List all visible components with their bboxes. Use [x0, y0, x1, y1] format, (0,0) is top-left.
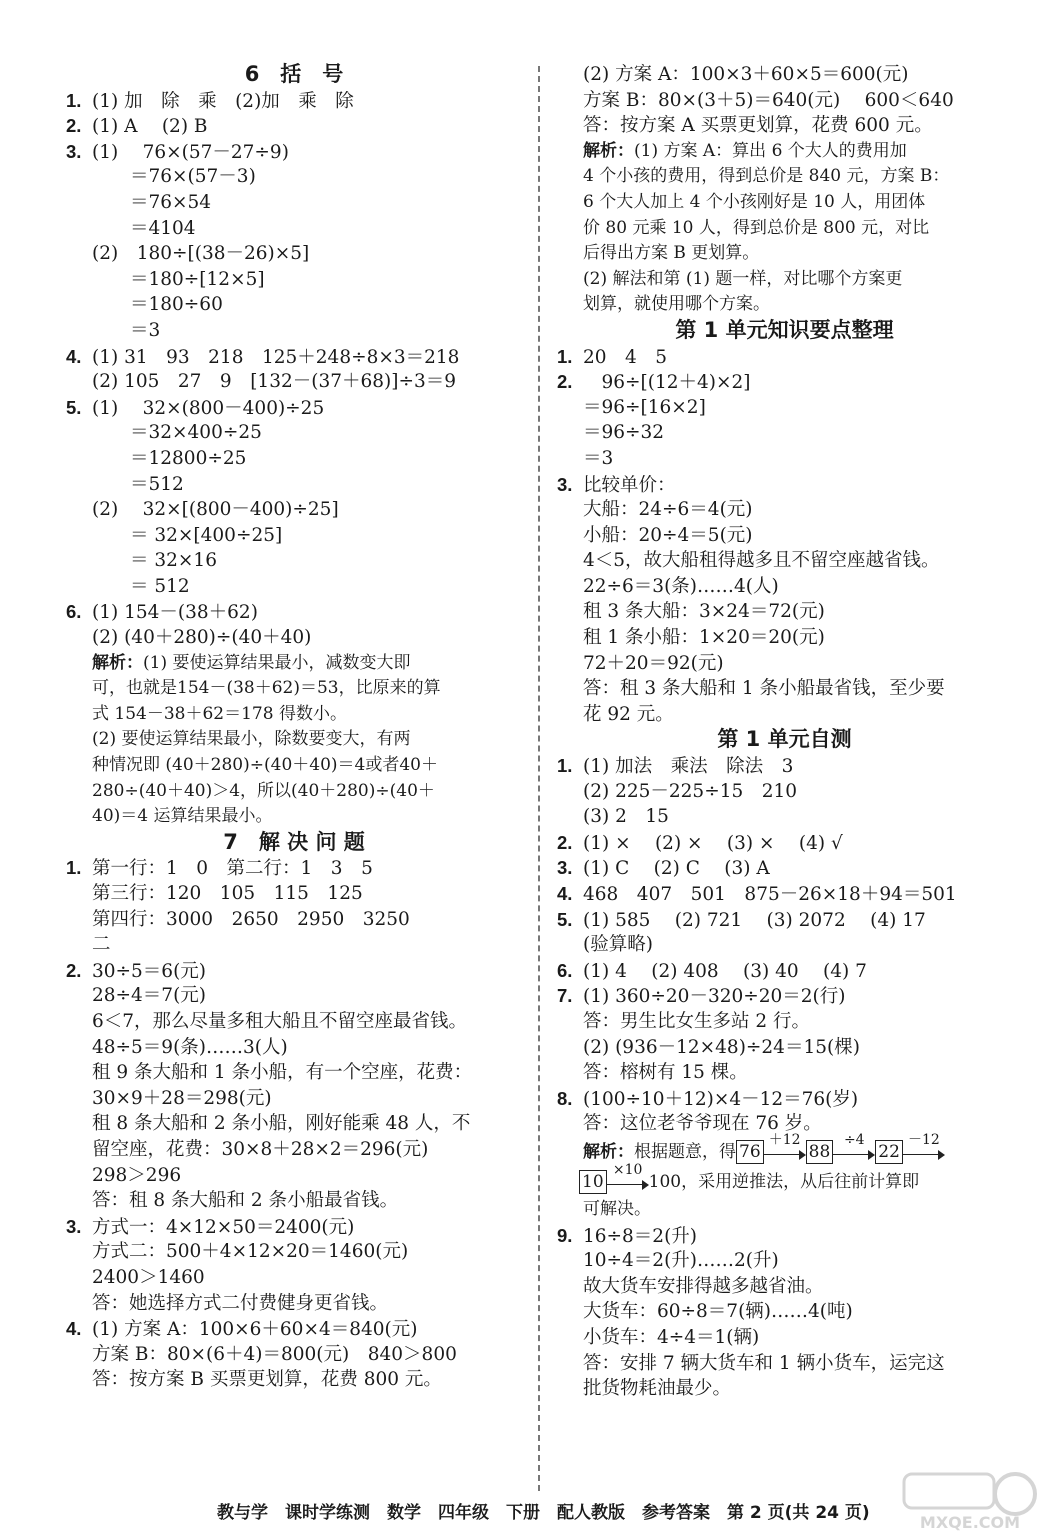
equation-step: ＝512 [130, 473, 184, 495]
question-line [66, 139, 522, 165]
analysis-text: 100，采用逆推法，从后往前计算即 [648, 1171, 920, 1192]
question-number: 1. [66, 857, 82, 879]
question-line [66, 599, 522, 625]
diagram-box: 88 [806, 1140, 834, 1164]
question-number: 3. [557, 473, 573, 495]
analysis-line: 式 154－38＋62＝178 得数小。 [92, 703, 347, 724]
answer-line: 298＞296 [92, 1164, 182, 1186]
analysis-label: 解析： [583, 140, 634, 161]
question-line [557, 830, 1012, 856]
arrow-operation: ÷4 [843, 1132, 865, 1149]
question-line [66, 113, 522, 139]
analysis-line: 种情况即 (40＋280)÷(40＋40)＝4或者40＋ [92, 755, 438, 776]
answer-text: 方式一：4×12×50＝2400(元) [92, 1216, 355, 1238]
answer-line: 租 8 条大船和 2 条小船，刚好能乘 48 人，不 [92, 1113, 471, 1135]
question-line [557, 983, 1012, 1009]
question-line [66, 1214, 522, 1240]
question-number: 6. [557, 959, 573, 981]
question-line [66, 395, 522, 421]
question-number: 2. [66, 959, 82, 981]
question-line [66, 344, 522, 370]
answer-line: 72＋20＝92(元) [583, 652, 724, 674]
svg-text:MXQE.COM: MXQE.COM [919, 1513, 1021, 1532]
answer-line: (2) (936－12×48)÷24＝15(棵) [583, 1036, 860, 1058]
answer-line: 小货车：4÷4＝1(辆) [583, 1326, 760, 1348]
section-heading: 7 解 决 问 题 [223, 829, 365, 854]
answer-line: 租 3 条大船：3×24＝72(元) [583, 601, 825, 623]
answer-line: 30×9＋28＝298(元) [92, 1087, 272, 1109]
answer-line: 花 92 元。 [583, 703, 674, 725]
left-column [66, 62, 522, 1393]
question-number: 3. [66, 140, 82, 162]
equation-step: ＝76×54 [130, 191, 212, 213]
answer-line: ＝96÷[16×2] [583, 396, 706, 418]
answer-line: 答：她选择方式二付费健身更省钱。 [92, 1292, 389, 1314]
answer-text: (1) 32×(800－400)÷25 [92, 397, 325, 419]
equation-step: ＝3 [130, 319, 161, 341]
watermark-logo [900, 1468, 1040, 1534]
question-line [557, 1223, 1012, 1249]
answer-line: 第三行：120 105 115 125 [92, 883, 363, 904]
answer-line: (2) 180÷[(38－26)×5] [92, 243, 310, 265]
section-heading: 第 1 单元知识要点整理 [675, 317, 894, 342]
question-line [557, 1086, 1012, 1112]
question-number: 5. [557, 908, 573, 930]
analysis-text: 根据题意，得 [634, 1141, 736, 1162]
analysis-line: (2) 解法和第 (1) 题一样，对比哪个方案更 [583, 268, 903, 289]
question-number: 7. [557, 985, 573, 1007]
answer-text: (1) 加 除 乘 (2)加 乘 除 [92, 90, 354, 112]
answer-text: (1) C (2) C (3) A [583, 858, 770, 880]
answer-text: (1) 360÷20－320÷20＝2(行) [583, 986, 846, 1008]
answer-line: 10÷4＝2(升)……2(升) [583, 1250, 779, 1272]
answer-text: (1) 585 (2) 721 (3) 2072 (4) 17 [583, 909, 926, 931]
answer-line: (2) 32×[(800－400)÷25] [92, 499, 339, 521]
answer-line: (3) 2 15 [583, 806, 669, 828]
answer-text: (1) A (2) B [92, 116, 208, 138]
footer-text: 教与学 课时学练测 数学 四年级 下册 配人教版 参考答案 第 2 页(共 24 页) [217, 1503, 870, 1523]
answer-line: (2) 方案 A：100×3＋60×5＝600(元) [583, 64, 909, 85]
answer-line: (2) 225－225÷15 210 [583, 780, 798, 802]
answer-line: 留空座，花费：30×8＋28×2＝296(元) [92, 1138, 429, 1160]
analysis-line [66, 651, 522, 677]
reverse-diagram-cont [557, 1162, 1012, 1197]
answer-text: 20 4 5 [583, 346, 668, 368]
section-heading: 6 括 号 [244, 62, 344, 86]
analysis-line: 6 个大人加上 4 个小孩刚好是 10 人，用团体 [583, 191, 926, 212]
answer-line: 答：这位老爷爷现在 76 岁。 [583, 1113, 822, 1135]
analysis-label: 解析： [92, 652, 143, 673]
analysis-line: 40)＝4 运算结果最小。 [92, 806, 273, 827]
question-number: 1. [557, 755, 573, 777]
analysis-line: (2) 要使运算结果最小，除数要变大，有两 [92, 729, 411, 750]
analysis-label: 解析： [583, 1141, 634, 1162]
answer-line: 答：租 8 条大船和 2 条小船最省钱。 [92, 1190, 399, 1212]
question-line [557, 369, 1012, 395]
answer-line: 大船：24÷6＝4(元) [583, 499, 753, 521]
answer-line: 4＜5，故大船租得越多且不留空座越省钱。 [583, 550, 940, 572]
analysis-text: (1) 方案 A：算出 6 个大人的费用加 [634, 140, 907, 161]
answer-text: (1) × (2) × (3) × (4) √ [583, 832, 843, 854]
answer-text: 96÷[(12＋4)×2] [583, 372, 751, 394]
question-line [66, 958, 522, 984]
analysis-line [557, 139, 1012, 165]
question-number: 2. [557, 831, 573, 853]
analysis-text: (1) 要使运算结果最小，减数变大即 [143, 652, 411, 673]
question-number: 4. [66, 1318, 82, 1340]
answer-text: 16÷8＝2(升) [583, 1225, 698, 1247]
analysis-line: 划算，就使用哪个方案。 [583, 294, 770, 315]
answer-line: 租 9 条大船和 1 条小船，有一个空座，花费： [92, 1062, 473, 1084]
question-number: 2. [557, 371, 573, 393]
answer-line: 48÷5＝9(条)……3(人) [92, 1036, 288, 1058]
answer-line: 2400＞1460 [92, 1266, 205, 1288]
question-line [557, 855, 1012, 881]
answer-line: ＝3 [583, 447, 614, 469]
answer-line: 答：男生比女生多站 2 行。 [583, 1010, 811, 1032]
question-number: 9. [557, 1224, 573, 1246]
question-number: 3. [557, 857, 573, 879]
arrow-operation: ＋12 [768, 1132, 801, 1149]
arrow-operation: －12 [908, 1132, 940, 1149]
answer-line: 22÷6＝3(条)……4(人) [583, 575, 779, 597]
answer-line: 方式二：500＋4×12×20＝1460(元) [92, 1241, 409, 1263]
answer-line: 租 1 条小船：1×20＝20(元) [583, 627, 825, 649]
equation-step: ＝76×(57－3) [130, 166, 256, 188]
answer-text: 第一行：1 0 第二行：1 3 5 [92, 858, 373, 880]
answer-text: 468 407 501 875－26×18＋94＝501 [583, 884, 957, 905]
equation-step: ＝ 32×16 [130, 550, 217, 572]
diagram-box: 22 [875, 1140, 903, 1164]
answer-text: (1) 方案 A：100×6＋60×4＝840(元) [92, 1319, 418, 1341]
question-line [66, 1316, 522, 1342]
arrow-icon [764, 1132, 806, 1163]
answer-text: 比较单价： [583, 474, 676, 496]
equation-step: ＝ 512 [130, 575, 190, 597]
page-footer [0, 1494, 1042, 1524]
question-line [557, 753, 1012, 779]
equation-step: ＝ 32×[400÷25] [130, 524, 283, 546]
equation-step: ＝32×400÷25 [130, 422, 262, 444]
question-number: 2. [66, 115, 82, 137]
diagram-box: 76 [736, 1140, 764, 1164]
arrow-icon [607, 1162, 649, 1193]
analysis-line: 280÷(40＋40)＞4，所以(40＋280)÷(40＋ [92, 780, 435, 801]
answer-text: 30÷5＝6(元) [92, 960, 207, 982]
question-number: 1. [66, 89, 82, 111]
answer-line: 二 [92, 934, 111, 956]
diagram-box: 10 [579, 1170, 607, 1194]
answer-line: 答：安排 7 辆大货车和 1 辆小货车，运完这 [583, 1352, 945, 1374]
answer-line: 故大货车安排得越多越省油。 [583, 1275, 824, 1297]
answer-line: (2) (40＋280)÷(40＋40) [92, 627, 312, 649]
question-line [557, 881, 1012, 907]
answer-line: 答：按方案 B 买票更划算，花费 800 元。 [92, 1369, 442, 1391]
analysis-line: 可解决。 [583, 1198, 651, 1219]
answer-line: 批货物耗油最少。 [583, 1378, 732, 1400]
answer-line: 第四行：3000 2650 2950 3250 [92, 908, 410, 930]
question-number: 1. [557, 345, 573, 367]
question-line [557, 958, 1012, 984]
answer-line: 大货车：60÷8＝7(辆)……4(吨) [583, 1301, 853, 1323]
question-line [557, 907, 1012, 933]
answer-line: (验算略) [583, 934, 653, 956]
answer-text: (1) 加法 乘法 除法 3 [583, 756, 794, 778]
answer-text: (1) 154－(38＋62) [92, 602, 258, 624]
equation-step: ＝180÷60 [130, 294, 223, 316]
answer-line: 小船：20÷4＝5(元) [583, 524, 753, 546]
equation-step: ＝12800÷25 [130, 447, 247, 469]
answer-text: (1) 4 (2) 408 (3) 40 (4) 7 [583, 960, 867, 982]
column-divider [538, 66, 540, 1491]
answer-text: (100÷10＋12)×4－12＝76(岁) [583, 1088, 859, 1110]
analysis-line: 4 个小孩的费用，得到总价是 840 元，方案 B： [583, 166, 950, 187]
answer-line: 答：榕树有 15 棵。 [583, 1062, 748, 1084]
question-line [66, 88, 522, 114]
section-heading: 第 1 单元自测 [717, 727, 852, 752]
question-line [557, 472, 1012, 498]
arrow-icon [903, 1132, 945, 1163]
arrow-icon [833, 1132, 875, 1163]
question-number: 6. [66, 601, 82, 623]
analysis-line: 可，也就是154－(38＋62)＝53，比原来的算 [92, 678, 441, 699]
question-line [66, 855, 522, 881]
answer-line: 28÷4＝7(元) [92, 985, 207, 1007]
right-column [557, 62, 1012, 1402]
analysis-line: 后得出方案 B 更划算。 [583, 243, 760, 264]
answer-text: (1) 31 93 218 125＋248÷8×3＝218 [92, 346, 460, 368]
question-number: 3. [66, 1215, 82, 1237]
arrow-operation: ×10 [612, 1162, 643, 1179]
answer-line: 方案 B：80×(3＋5)＝640(元) 600＜640 [583, 89, 954, 111]
answer-line: 答：租 3 条大船和 1 条小船最省钱，至少要 [583, 678, 945, 700]
question-number: 4. [66, 345, 82, 367]
answer-line: 答：按方案 A 买票更划算，花费 600 元。 [583, 115, 933, 137]
answer-text: (1) 76×(57－27÷9) [92, 141, 289, 163]
answer-line: 方案 B：80×(6＋4)＝800(元) 840＞800 [92, 1343, 457, 1365]
analysis-line: 价 80 元乘 10 人，得到总价是 800 元，对比 [583, 217, 930, 238]
answer-line: ＝96÷32 [583, 422, 665, 444]
question-number: 5. [66, 396, 82, 418]
equation-step: ＝180÷[12×5] [130, 268, 265, 290]
answer-line: 6＜7，那么尽量多租大船且不留空座最省钱。 [92, 1010, 468, 1032]
equation-step: ＝4104 [130, 217, 196, 239]
question-number: 8. [557, 1087, 573, 1109]
question-number: 4. [557, 883, 573, 904]
question-line [557, 344, 1012, 370]
answer-line: (2) 105 27 9 [132－(37＋68)]÷3＝9 [92, 371, 457, 393]
